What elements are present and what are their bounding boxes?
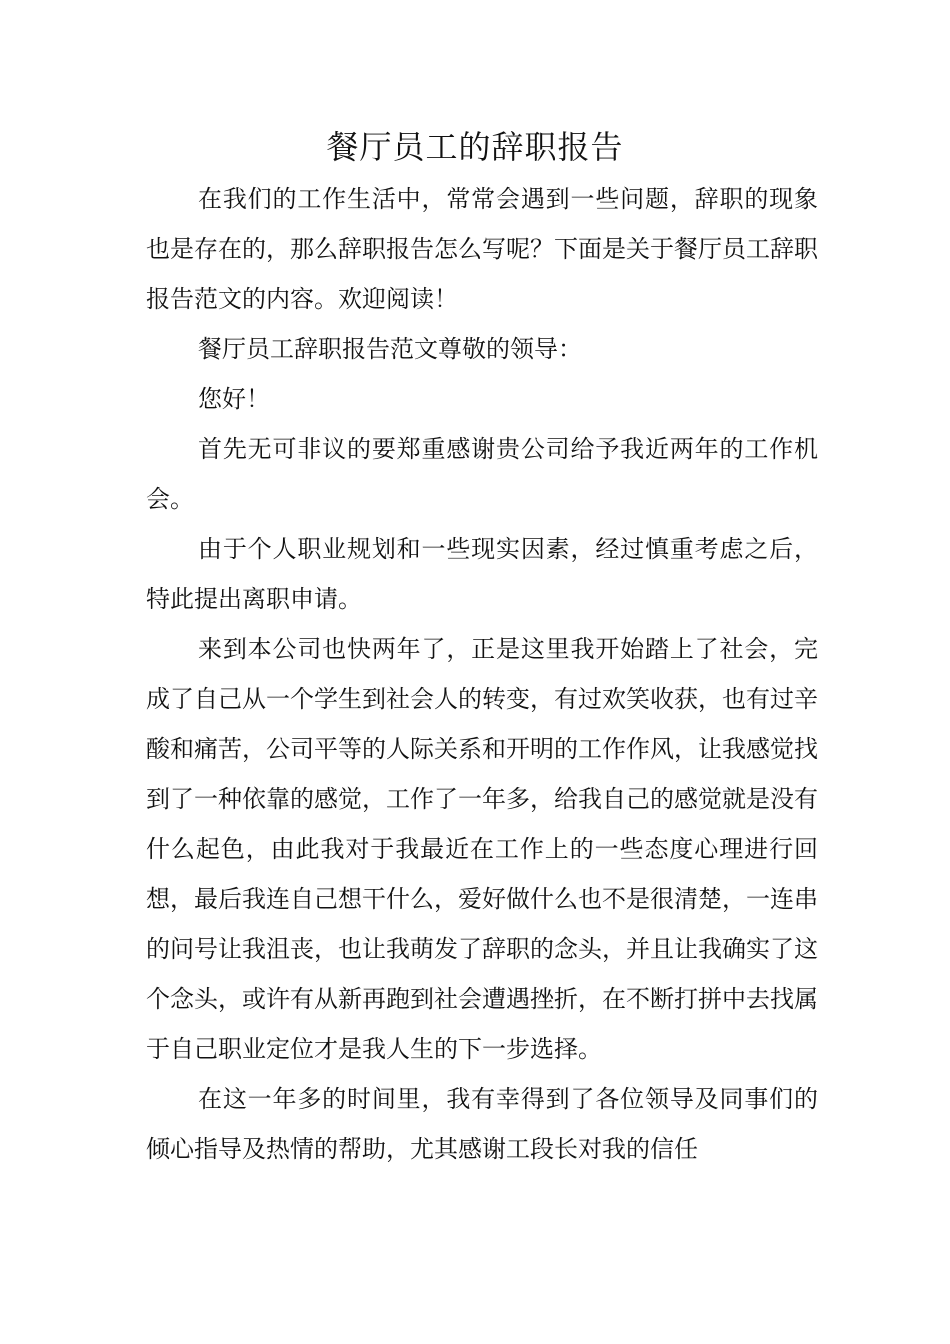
paragraph-reason: 由于个人职业规划和一些现实因素，经过慎重考虑之后，特此提出离职申请。 [146, 535, 818, 613]
paragraph-greeting: 您好！ [198, 385, 270, 413]
paragraph-intro: 在我们的工作生活中，常常会遇到一些问题，辞职的现象也是存在的，那么辞职报告怎么写呢？下面是关于餐厅员工辞职报告范文的内容。欢迎阅读！ [146, 185, 818, 313]
paragraph-gratitude: 在这一年多的时间里，我有幸得到了各位领导及同事们的倾心指导及热情的帮助，尤其感谢工段长对我的信任 [146, 1085, 818, 1163]
paragraph-experience: 来到本公司也快两年了，正是这里我开始踏上了社会，完成了自己从一个学生到社会人的转变，有过欢笑收获，也有过辛酸和痛苦，公司平等的人际关系和开明的工作作风，让我感觉找到了一种依靠的感觉，工作了一年多，给我自己的感觉就是没有什么起色，由此我对于我最近在工作上的一些态度心理进行回想，最后我连自己想干什么，爱好做什么也不是很清楚，一连串的问号让我沮丧，也让我萌发了辞职的念头，并且让我确实了这个念头，或许有从新再跑到社会遭遇挫折，在不断打拼中去找属于自己职业定位才是我人生的下一步选择。 [146, 635, 818, 1063]
document-title: 餐厅员工的辞职报告 [326, 128, 624, 166]
paragraph-thanks: 首先无可非议的要郑重感谢贵公司给予我近两年的工作机会。 [146, 435, 818, 513]
document-body [146, 174, 818, 1174]
paragraph-salutation: 餐厅员工辞职报告范文尊敬的领导： [198, 335, 582, 363]
